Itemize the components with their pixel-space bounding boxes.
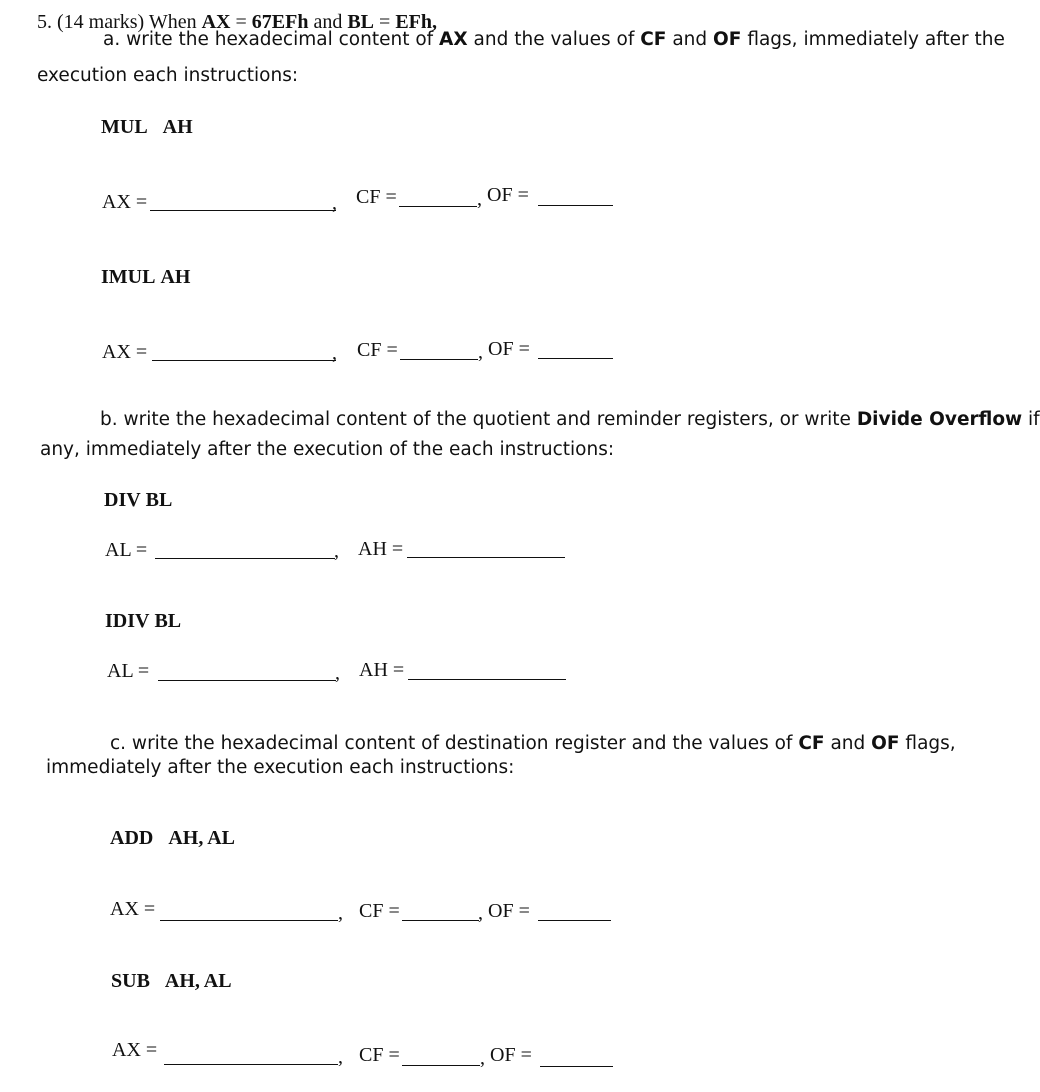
opcode: MUL	[101, 116, 148, 138]
operand: AH	[162, 116, 193, 138]
cf-answer-line[interactable]	[402, 920, 479, 921]
equals-sign: =	[235, 11, 247, 33]
part-a-text: a. write the hexadecimal content of	[103, 29, 434, 50]
instruction-add	[110, 827, 235, 850]
al-answer-line[interactable]	[155, 558, 335, 559]
part-c-line1	[110, 732, 956, 756]
ah-label: AH =	[358, 538, 404, 560]
operand: BL	[154, 610, 182, 632]
bl-value: EFh,	[395, 11, 437, 33]
instruction-imul	[101, 266, 190, 289]
operand: AH, AL	[164, 970, 232, 992]
cf-answer-line[interactable]	[402, 1065, 480, 1066]
comma: ,	[335, 662, 340, 684]
opcode: DIV	[104, 489, 141, 511]
question-marks: (14 marks) When	[57, 11, 197, 33]
cf-label: CF =	[356, 186, 397, 208]
of-answer-line[interactable]	[538, 205, 613, 206]
of-answer-line[interactable]	[538, 358, 613, 359]
ax-register: AX	[201, 11, 231, 33]
of-bold: OF	[713, 29, 742, 50]
instruction-idiv	[105, 610, 181, 633]
part-a-text-mid: and the values of	[473, 29, 635, 50]
ax-label: AX =	[102, 191, 148, 213]
al-label: AL =	[107, 660, 150, 682]
ah-answer-line[interactable]	[407, 557, 565, 558]
cf-answer-line[interactable]	[400, 359, 478, 360]
al-label: AL =	[105, 539, 148, 561]
cf-label: CF =	[357, 339, 398, 361]
of-label: OF =	[488, 900, 530, 922]
operand: BL	[145, 489, 173, 511]
part-b-line2: any, immediately after the execution of the each instructions:	[40, 439, 615, 460]
ax-value: 67EFh	[251, 11, 309, 33]
cf-bold: CF	[798, 733, 825, 754]
comma: ,	[334, 540, 339, 562]
ax-answer-line[interactable]	[164, 1064, 338, 1065]
comma: ,	[338, 902, 343, 924]
of-bold: OF	[871, 733, 900, 754]
instruction-sub	[111, 970, 232, 993]
part-b-text-post: if	[1028, 409, 1040, 430]
part-c-text-post: flags,	[905, 733, 956, 754]
and-word: and	[830, 733, 866, 754]
and-word: and	[672, 29, 708, 50]
comma: ,	[332, 192, 337, 214]
cf-label: CF =	[359, 900, 400, 922]
ax-answer-line[interactable]	[150, 210, 336, 211]
comma: ,	[480, 1047, 485, 1069]
part-a-text-post: flags, immediately after the	[747, 29, 1005, 50]
opcode: ADD	[110, 827, 154, 849]
ah-label: AH =	[359, 659, 405, 681]
bl-register: BL	[347, 11, 375, 33]
operand: AH, AL	[168, 827, 236, 849]
of-answer-line[interactable]	[540, 1066, 613, 1067]
ax-answer-line[interactable]	[152, 360, 336, 361]
instruction-div	[104, 489, 172, 512]
ax-label: AX =	[102, 341, 148, 363]
part-c-line2: immediately after the execution each instructions:	[46, 757, 515, 778]
comma: ,	[478, 902, 483, 924]
part-c-text: c. write the hexadecimal content of destination register and the values of	[110, 733, 793, 754]
cf-answer-line[interactable]	[399, 206, 477, 207]
of-label: OF =	[487, 184, 529, 206]
cf-bold: CF	[640, 29, 667, 50]
opcode: IMUL	[101, 266, 156, 288]
comma: ,	[332, 342, 337, 364]
al-answer-line[interactable]	[158, 680, 336, 681]
part-a-line1	[103, 28, 1005, 52]
ax-answer-line[interactable]	[160, 920, 338, 921]
equals-sign: =	[379, 11, 391, 33]
comma: ,	[478, 341, 483, 363]
part-b-line1	[100, 408, 1040, 432]
ax-bold: AX	[439, 29, 468, 50]
of-label: OF =	[488, 338, 530, 360]
part-b-text: b. write the hexadecimal content of the quotient and reminder registers, or write	[100, 409, 851, 430]
operand: AH	[160, 266, 191, 288]
ax-label: AX =	[112, 1039, 158, 1061]
of-label: OF =	[490, 1044, 532, 1066]
instruction-mul	[101, 116, 193, 139]
ax-label: AX =	[110, 898, 156, 920]
ah-answer-line[interactable]	[408, 679, 566, 680]
of-answer-line[interactable]	[538, 920, 611, 921]
and-word: and	[313, 11, 343, 33]
opcode: IDIV	[105, 610, 150, 632]
comma: ,	[477, 188, 482, 210]
opcode: SUB	[111, 970, 150, 992]
question-number: 5.	[37, 11, 52, 33]
part-a-line2: execution each instructions:	[37, 65, 299, 86]
divide-overflow-bold: Divide Overflow	[856, 409, 1023, 430]
cf-label: CF =	[359, 1044, 400, 1066]
comma: ,	[338, 1046, 343, 1068]
